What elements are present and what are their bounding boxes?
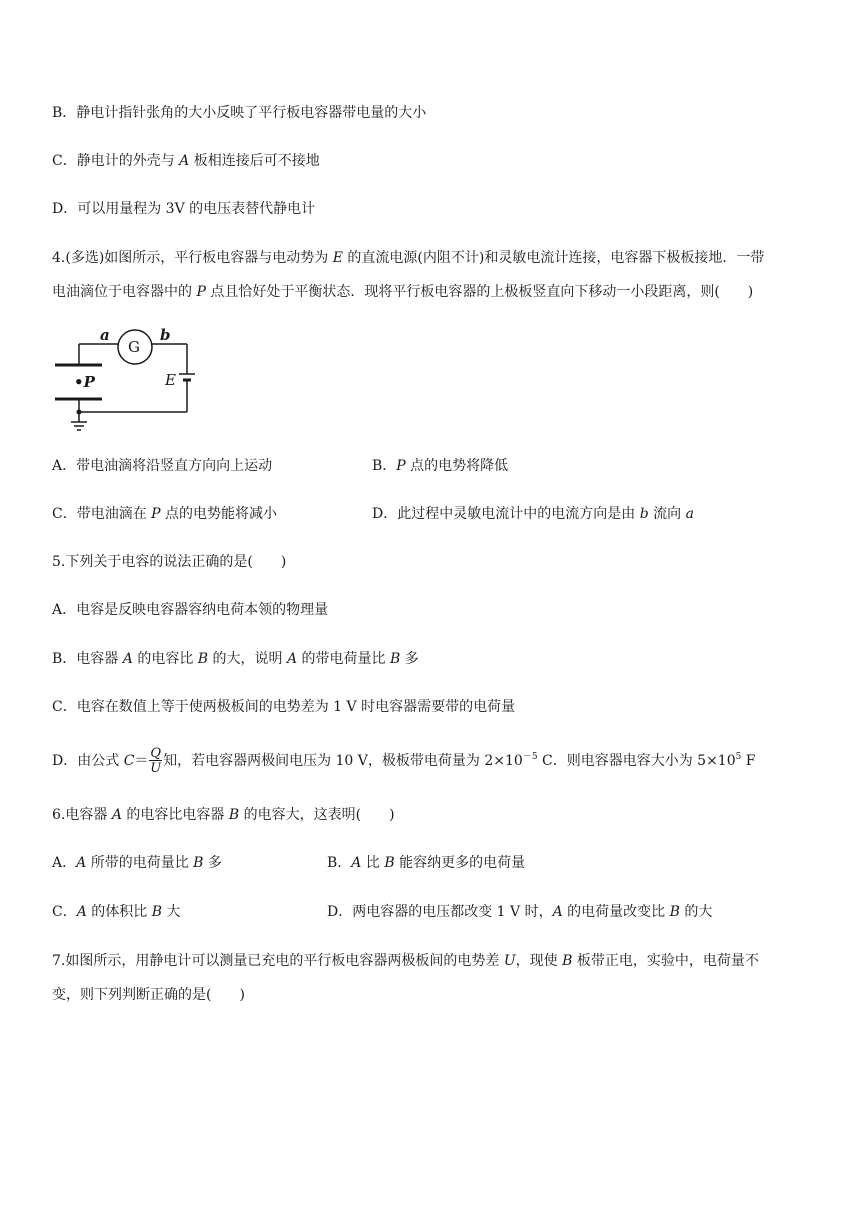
q3-option-d: D．可以用量程为 3V 的电压表替代静电计: [52, 201, 316, 217]
q3-option-b: B．静电计指针张角的大小反映了平行板电容器带电量的大小: [52, 105, 427, 121]
q-over-u-fraction: $\frac{Q}{U}$: [150, 746, 162, 776]
q5-option-a: A．电容是反映电容器容纳电荷本领的物理量: [52, 602, 329, 618]
label-e: E: [165, 371, 176, 389]
label-a: a: [100, 326, 110, 344]
q6-option-c: C．A 的体积比 B 大: [52, 904, 181, 920]
q6-stem: 6.电容器 A 的电容比电容器 B 的电容大，这表明( ): [52, 807, 395, 823]
q7-stem-line2: 变，则下列判断正确的是( ): [52, 987, 245, 1003]
q5-option-c: C．电容在数值上等于使两极板间的电势差为 1 V 时电容器需要带的电荷量: [52, 699, 516, 715]
label-p: •P: [74, 373, 95, 391]
label-b: b: [160, 326, 171, 344]
q6-option-a: A．A 所带的电荷量比 B 多: [52, 855, 222, 871]
q7-stem-line1: 7.如图所示，用静电计可以测量已充电的平行板电容器两极板间的电势差 U，现使 B 板带正电，实验中，电荷量不: [52, 953, 759, 969]
q4-stem-line2: 电油滴位于电容器中的 P 点且恰好处于平衡状态．现将平行板电容器的上极板竖直向下移动一小段距离，则( ): [52, 284, 754, 300]
q3-option-c: C．静电计的外壳与 A 板相连接后可不接地: [52, 153, 320, 169]
q6-option-b: B．A 比 B 能容纳更多的电荷量: [327, 855, 526, 871]
q4-option-b: B．P 点的电势将降低: [372, 458, 509, 474]
q5-stem: 5.下列关于电容的说法正确的是( ): [52, 554, 287, 570]
q5-option-b: B．电容器 A 的电容比 B 的大，说明 A 的带电荷量比 B 多: [52, 651, 419, 667]
q4-stem-line1: 4.(多选)如图所示，平行板电容器与电动势为 E 的直流电源(内阻不计)和灵敏电流计连接，电容器下极板接地．一带: [52, 250, 765, 266]
q5-option-d: D．由公式 C＝ $\frac{Q}{U}$ 知，若电容器两极间电压为 10 V，极板带电荷量为 $2\times 10^{-5}$ C．则电容器电容大小为 $5\times 10^5$ F: [52, 746, 756, 776]
q6-option-d: D．两电容器的电压都改变 1 V 时，A 的电荷量改变比 B 的大: [327, 904, 713, 920]
q4-option-c: C．带电油滴在 P 点的电势能将减小: [52, 506, 278, 522]
ground-junction-dot: [77, 410, 82, 415]
label-g: G: [128, 338, 140, 356]
q4-option-d: D．此过程中灵敏电流计中的电流方向是由 b 流向 a: [372, 506, 694, 522]
q4-option-a: A．带电油滴将沿竖直方向向上运动: [52, 458, 273, 474]
q4-circuit-diagram: [52, 322, 202, 434]
